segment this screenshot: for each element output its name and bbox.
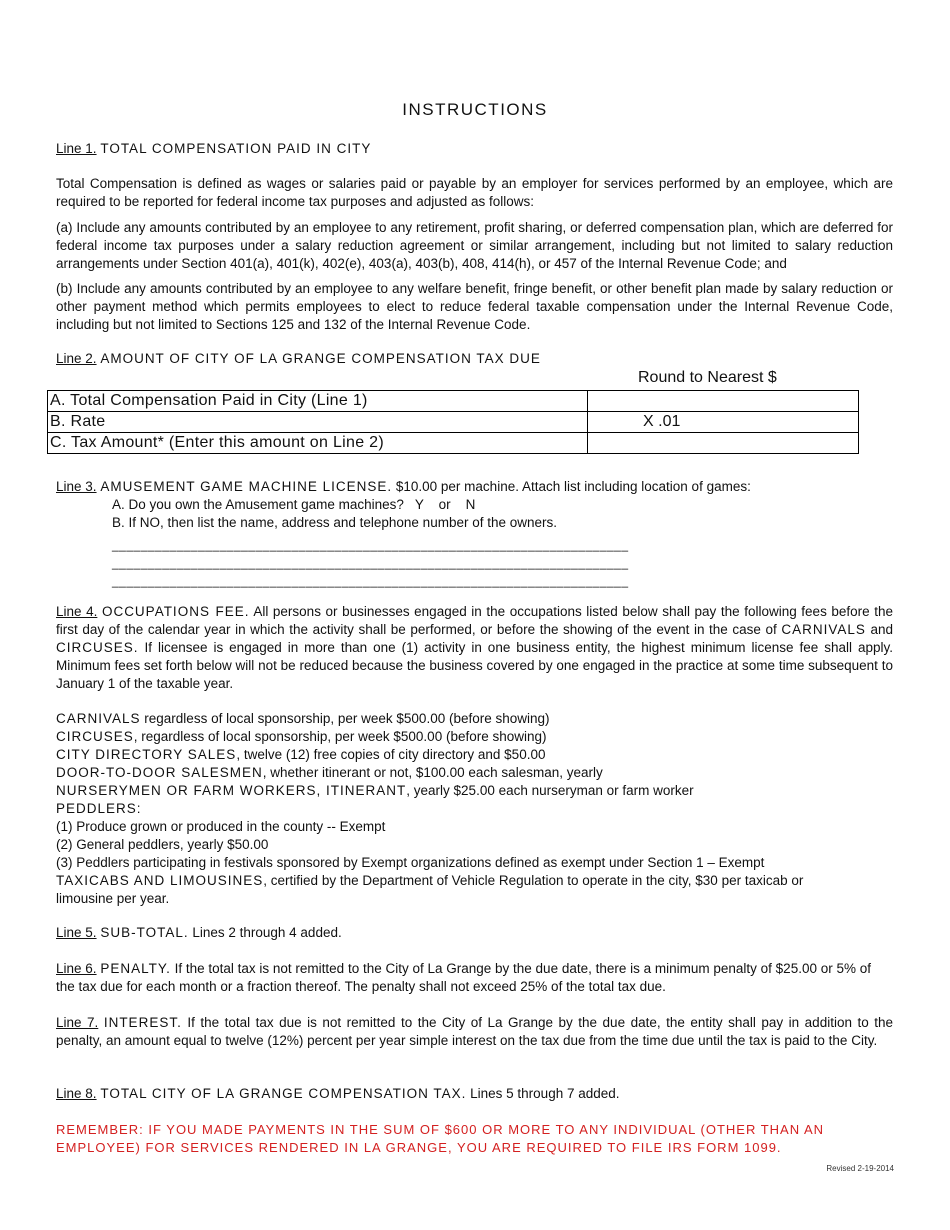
fee-item (56, 836, 856, 854)
fee-caps: TAXICABS AND LIMOUSINES (56, 873, 264, 888)
line5 (56, 924, 896, 942)
line7-label: Line 7. (56, 1015, 99, 1030)
fee-item (56, 764, 856, 782)
line3-question-b: B. If NO, then list the name, address and telephone number of the owners. (112, 515, 558, 530)
line1-item-a: (a) Include any amounts contributed by an employee to any retirement, profit sharing, or deferred compensation plan, which are deferred for federal income tax purposes under a salary reduction agreement or similar arrangement, including but not limited to salary reduction arrangements under Section 401(a), 401(k), 402(e), 403(a), 403(b), 408, 414(h), or 457 of the Internal Revenue Code; and (56, 220, 893, 271)
line3-text: $10.00 per machine. Attach list including location of games: (395, 479, 751, 494)
fee-text: (2) General peddlers, yearly $50.00 (56, 837, 269, 852)
fee-item (56, 800, 856, 818)
fee-item (56, 710, 856, 728)
tax-calculation-table (47, 390, 859, 454)
fee-item (56, 872, 856, 908)
line4-text-3: If licensee is engaged in more than one (1) activity in one business entity, the highest minimum license fee shall apply. Minimum fees set forth below will not be reduced because the business covered by one engaged in the practice at some time subsequent to January 1 of the taxable year. (56, 640, 893, 691)
line7 (56, 1014, 893, 1050)
line4-caps-2: CIRCUSES. (56, 640, 139, 655)
line4-heading: OCCUPATIONS FEE. (101, 604, 250, 619)
fee-item (56, 746, 856, 764)
line7-heading: INTEREST. (103, 1015, 182, 1030)
tax-amount-label: C. Tax Amount* (Enter this amount on Line 2) (48, 433, 588, 454)
line1-intro: Total Compensation is defined as wages or salaries paid or payable by an employer for services performed by an employee, which are required to be reported for federal income tax purposes and adjusted as follows: (56, 176, 893, 209)
fee-text: , yearly $25.00 each nurseryman or farm worker (406, 783, 694, 798)
line8-label: Line 8. (56, 1086, 97, 1101)
fee-item (56, 728, 856, 746)
line2-label: Line 2. (56, 351, 97, 366)
tax-amount-field[interactable] (588, 433, 859, 454)
fee-caps: CITY DIRECTORY SALES (56, 747, 237, 762)
rate-label: B. Rate (48, 412, 588, 433)
line1-header (56, 140, 896, 158)
page-title: INSTRUCTIONS (402, 100, 548, 119)
line8-heading: TOTAL CITY OF LA GRANGE COMPENSATION TAX. (100, 1086, 467, 1101)
fee-caps: PEDDLERS: (56, 801, 142, 816)
fee-text: , certified by the Department of Vehicle Regulation to operate in the city, $30 per taxicab or limousine per year. (56, 873, 804, 906)
line6-label: Line 6. (56, 961, 97, 976)
line4-label: Line 4. (56, 604, 98, 619)
line8-text: Lines 5 through 7 added. (470, 1086, 620, 1101)
line3-header (56, 478, 916, 496)
line3-heading: AMUSEMENT GAME MACHINE LICENSE. (100, 479, 393, 494)
line6-heading: PENALTY. (100, 961, 171, 976)
line3-question-a: A. Do you own the Amusement game machines? Y or N (112, 497, 476, 512)
fee-item (56, 818, 856, 836)
fee-text: regardless of local sponsorship, per week $500.00 (before showing) (140, 711, 550, 726)
fee-text: , whether itinerant or not, $100.00 each salesman, yearly (262, 765, 603, 780)
fee-text: (1) Produce grown or produced in the county -- Exempt (56, 819, 386, 834)
rate-value: X .01 (588, 412, 859, 433)
line2-header (56, 350, 896, 368)
fee-text: , twelve (12) free copies of city directory and $50.00 (236, 747, 546, 762)
line4-text-1: All persons or businesses engaged in the occupations listed below shall pay the following fees before the first day of the calendar year in which the activity shall be performed, or before the showing of the event in the case of (56, 604, 893, 637)
fee-text: , regardless of local sponsorship, per week $500.00 (before showing) (133, 729, 547, 744)
table-row (48, 391, 859, 412)
line2-heading: AMOUNT OF CITY OF LA GRANGE COMPENSATION TAX DUE (100, 351, 541, 366)
line6-text: If the total tax is not remitted to the City of La Grange by the due date, there is a minimum penalty of $25.00 or 5% of the tax due for each month or a fraction thereof. The penalty shall not exceed 25% of the total tax due. (56, 961, 871, 994)
line1-heading: TOTAL COMPENSATION PAID IN CITY (100, 141, 372, 156)
fee-item (56, 854, 856, 872)
round-note: Round to Nearest $ (638, 369, 777, 386)
line8 (56, 1085, 896, 1103)
line5-text: Lines 2 through 4 added. (192, 925, 342, 940)
line3-label: Line 3. (56, 479, 97, 494)
fee-item (56, 782, 856, 800)
line6 (56, 960, 893, 996)
fee-caps: NURSERYMEN OR FARM WORKERS, ITINERANT (56, 783, 407, 798)
line7-text: If the total tax due is not remitted to the City of La Grange by the due date, the entity shall pay in addition to the penalty, an amount equal to twelve (12%) percent per year simple interest on the tax due from the time due until the tax is paid to the City. (56, 1015, 893, 1048)
line1-item-b: (b) Include any amounts contributed by an employee to any welfare benefit, fringe benefit, or other benefit plan made by salary reduction or other payment method which permits employees to elect to reduce federal taxable compensation under the Internal Revenue Code, including but not limited to Sections 125 and 132 of the Internal Revenue Code. (56, 281, 893, 332)
revised-date: Revised 2-19-2014 (826, 1164, 894, 1173)
owner-blank-line[interactable]: ________________________________________________________________________ (112, 556, 629, 570)
table-row (48, 433, 859, 454)
total-compensation-field[interactable] (588, 391, 859, 412)
fee-list (56, 710, 856, 908)
line4-caps-1: CARNIVALS (781, 622, 866, 637)
fee-text: (3) Peddlers participating in festivals sponsored by Exempt organizations defined as exempt under Section 1 – Exempt (56, 855, 765, 870)
line1-label: Line 1. (56, 141, 97, 156)
fee-caps: CIRCUSES (56, 729, 134, 744)
fee-caps: CARNIVALS (56, 711, 141, 726)
fee-caps: DOOR-TO-DOOR SALESMEN (56, 765, 263, 780)
line5-label: Line 5. (56, 925, 97, 940)
table-row (48, 412, 859, 433)
owner-blank-line[interactable]: ________________________________________________________________________ (112, 574, 629, 588)
form-1099-reminder: REMEMBER: IF YOU MADE PAYMENTS IN THE SUM OF $600 OR MORE TO ANY INDIVIDUAL (OTHER THAN AN EMPLOYEE) FOR SERVICES RENDERED IN LA GRANGE, YOU ARE REQUIRED TO FILE IRS FORM 1099. (56, 1122, 825, 1155)
line5-heading: SUB-TOTAL. (100, 925, 189, 940)
line4-text-2: and (870, 622, 893, 637)
total-compensation-label: A. Total Compensation Paid in City (Line 1) (48, 391, 588, 412)
owner-blank-line[interactable]: ________________________________________________________________________ (112, 538, 629, 552)
line4-paragraph (56, 603, 893, 693)
